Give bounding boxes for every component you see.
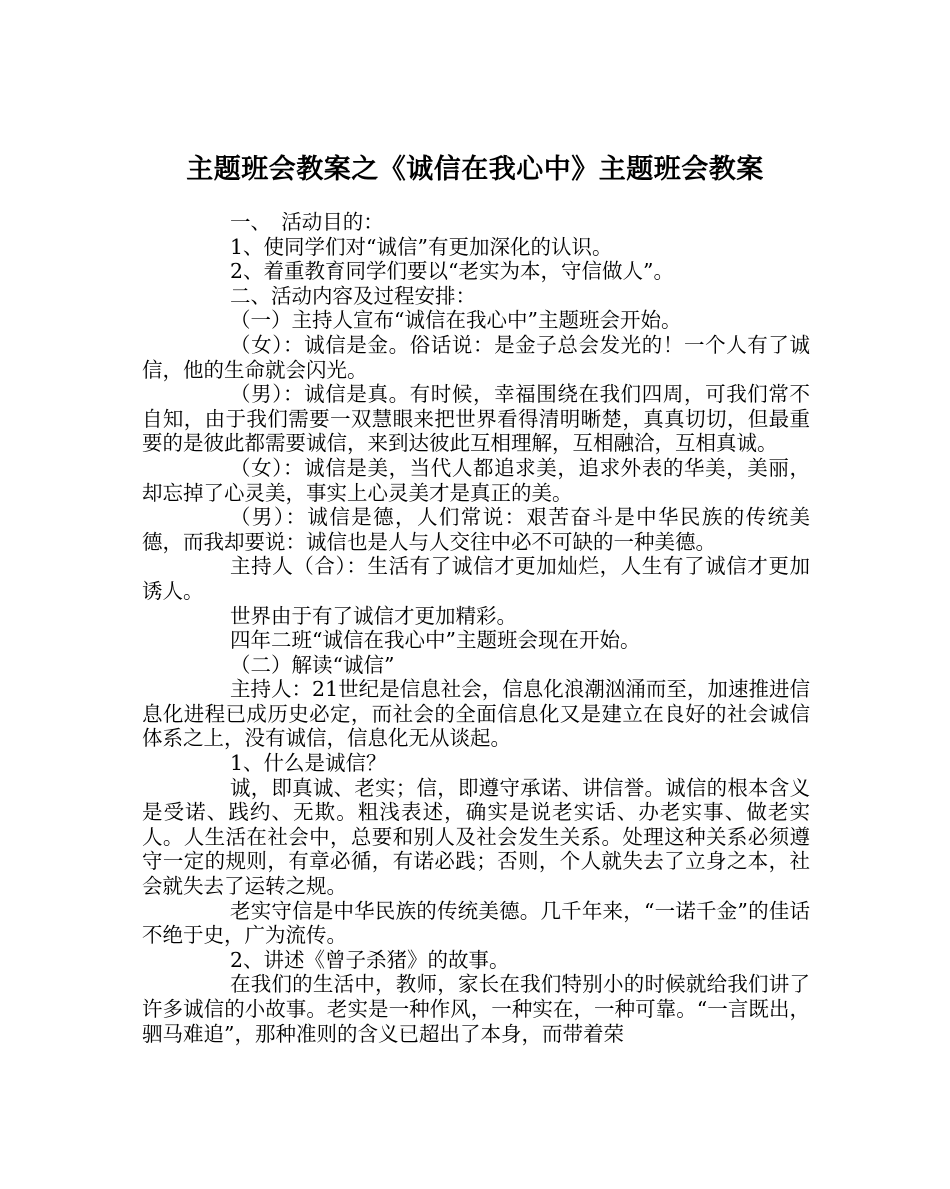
paragraph: 一、 活动目的： bbox=[230, 210, 384, 234]
paragraph: （一）主持人宣布“诚信在我心中”主题班会开始。 bbox=[230, 308, 682, 333]
paragraph: 2、着重教育同学们要以“老实为本，守信做人”。 bbox=[230, 259, 675, 284]
paragraph: 四年二班“诚信在我心中”主题班会现在开始。 bbox=[230, 628, 641, 653]
paragraph: （女）：诚信是美，当代人都追求美，追求外表的华美，美丽，却忘掉了心灵美，事实上心灵美才是真正的美。 bbox=[142, 455, 810, 505]
document-body bbox=[142, 210, 810, 1046]
paragraph: 主持人：21世纪是信息社会，信息化浪潮汹涌而至，加速推进信息化进程已成历史必定，而社会的全面信息化又是建立在良好的社会诚信体系之上，没有诚信，信息化无从谈起。 bbox=[142, 677, 810, 751]
paragraph: 老实守信是中华民族的传统美德。几千年来，“一诺千金”的佳话不绝于史，广为流传。 bbox=[142, 898, 810, 948]
paragraph: 在我们的生活中，教师，家长在我们特别小的时候就给我们讲了许多诚信的小故事。老实是一种作风，一种实在，一种可靠。“一言既出，驷马难追”，那种准则的含义已超出了本身，而带着荣 bbox=[142, 972, 810, 1046]
paragraph: 世界由于有了诚信才更加精彩。 bbox=[230, 603, 517, 628]
paragraph: 主持人（合）：生活有了诚信才更加灿烂，人生有了诚信才更加诱人。 bbox=[142, 554, 810, 603]
paragraph: 诚，即真诚、老实；信，即遵守承诺、讲信誉。诚信的根本含义是受诺、践约、无欺。粗浅表述，确实是说老实话、办老实事、做老实人。人生活在社会中，总要和别人及社会发生关系。处理这种关系必须遵守一定的规则，有章必循，有诺必践；否则，个人就失去了立身之本，社会就失去了运转之规。 bbox=[142, 775, 810, 899]
paragraph: 2、讲述《曾子杀猪》的故事。 bbox=[230, 947, 510, 972]
paragraph: 1、什么是诚信？ bbox=[230, 751, 387, 776]
paragraph: （男）：诚信是德，人们常说：艰苦奋斗是中华民族的传统美德，而我却要说：诚信也是人与人交往中必不可缺的一种美德。 bbox=[142, 505, 810, 554]
paragraph: （二）解读“诚信” bbox=[230, 652, 395, 677]
paragraph: （女）：诚信是金。俗话说：是金子总会发光的！一个人有了诚信，他的生命就会闪光。 bbox=[142, 332, 810, 382]
paragraph: 二、活动内容及过程安排： bbox=[230, 283, 476, 308]
paragraph: （男）：诚信是真。有时候，幸福围绕在我们四周，可我们常不自知，由于我们需要一双慧眼来把世界看得清明晰楚，真真切切，但最重要的是彼此都需要诚信，来到达彼此互相理解，互相融洽，互相真诚。 bbox=[142, 382, 810, 456]
document-title: 主题班会教案之《诚信在我心中》主题班会教案 bbox=[186, 154, 764, 186]
paragraph: 1、使同学们对“诚信”有更加深化的认识。 bbox=[230, 234, 613, 259]
